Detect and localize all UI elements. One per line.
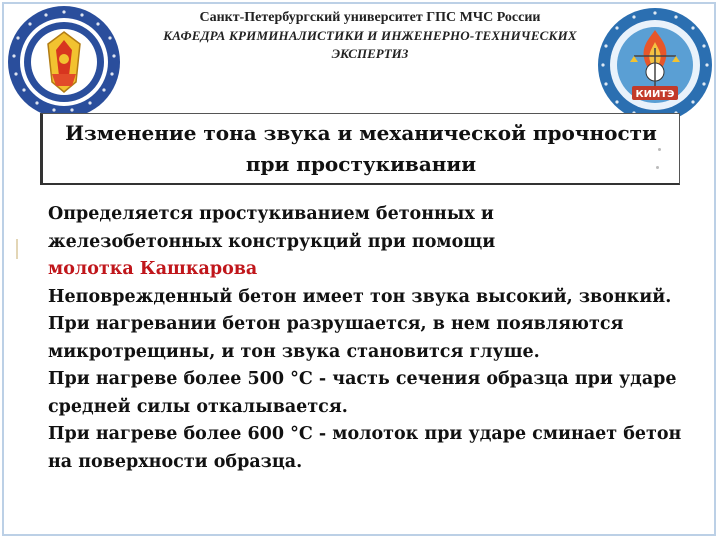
body-paragraph-3: При нагреве более 500 °С - часть сечения образца при ударе средней силы откалывается.	[48, 369, 677, 417]
department-emblem-icon	[596, 6, 714, 124]
slide-title-line1: Изменение тона звука и механической прочности	[65, 120, 657, 145]
slide-title-line2: при простукивании	[245, 151, 477, 176]
slide-body	[48, 201, 688, 476]
department-name-line2: ЭКСПЕРТИЗ	[331, 46, 409, 61]
body-paragraph-2: Неповрежденный бетон имеет тон звука высокий, звонкий. При нагревании бетон разрушается, в нем появляются микротрещины, и тон звука становится глуше.	[48, 286, 672, 362]
emblem-label: КИИТЭ	[635, 89, 675, 100]
body-line-1: Определяется простукиванием бетонных и	[48, 204, 494, 224]
university-emblem-icon	[6, 4, 122, 120]
body-line-2: железобетонных конструкций при помощи	[48, 231, 496, 252]
body-paragraph-4: При нагреве более 600 °С - молоток при ударе сминает бетон на поверхности образца.	[48, 424, 682, 472]
slide-title-box	[40, 113, 680, 185]
department-name-line1: КАФЕДРА КРИМИНАЛИСТИКИ И ИНЖЕНЕРНО-ТЕХНИЧЕСКИХ	[163, 28, 577, 43]
highlighted-term: молотка Кашкарова	[48, 259, 258, 279]
decor-dot	[656, 166, 659, 169]
university-name: Санкт-Петербургский университет ГПС МЧС России	[199, 10, 541, 25]
decor-dot	[658, 148, 661, 151]
side-marker	[16, 239, 18, 259]
slide-title	[61, 118, 661, 180]
